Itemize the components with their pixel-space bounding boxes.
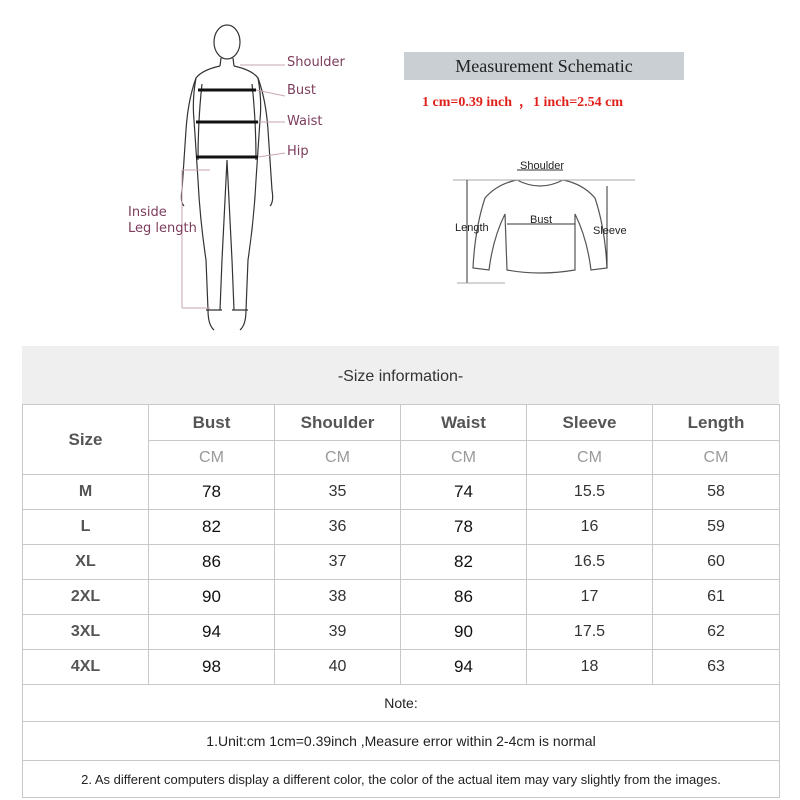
waist-value: 74 <box>401 475 527 510</box>
sleeve-value: 17.5 <box>527 615 653 650</box>
shirt-label-length: Length <box>455 222 489 234</box>
bust-value: 90 <box>149 580 275 615</box>
size-information-title: -Size information- <box>22 346 779 404</box>
size-grid <box>22 404 780 798</box>
shirt-label-sleeve: Sleeve <box>593 225 627 237</box>
length-value: 60 <box>653 545 780 580</box>
length-value: 61 <box>653 580 780 615</box>
size-table <box>22 346 779 798</box>
size-label: M <box>23 475 149 510</box>
unit-cell: CM <box>527 441 653 475</box>
note-unit: 1.Unit:cm 1cm=0.39inch ,Measure error within 2-4cm is normal <box>23 722 780 761</box>
sleeve-value: 16.5 <box>527 545 653 580</box>
col-header: Bust <box>149 405 275 441</box>
waist-value: 94 <box>401 650 527 685</box>
shoulder-value: 36 <box>275 510 401 545</box>
unit-cell: CM <box>149 441 275 475</box>
length-value: 62 <box>653 615 780 650</box>
label-leg-length: Leg length <box>128 221 197 236</box>
col-header: Sleeve <box>527 405 653 441</box>
shoulder-value: 35 <box>275 475 401 510</box>
shoulder-value: 38 <box>275 580 401 615</box>
label-bust: Bust <box>287 83 317 98</box>
note-color: 2. As different computers display a different color, the color of the actual item may vary slightly from the images. <box>23 761 780 798</box>
length-value: 58 <box>653 475 780 510</box>
size-label: 3XL <box>23 615 149 650</box>
bust-value: 86 <box>149 545 275 580</box>
schematic-title: Measurement Schematic <box>404 52 684 80</box>
label-hip: Hip <box>287 144 309 159</box>
sleeve-value: 15.5 <box>527 475 653 510</box>
label-waist: Waist <box>287 114 323 129</box>
bust-value: 98 <box>149 650 275 685</box>
sleeve-value: 18 <box>527 650 653 685</box>
table-row <box>23 475 780 510</box>
note-title: Note: <box>23 685 780 722</box>
bust-value: 94 <box>149 615 275 650</box>
shoulder-value: 37 <box>275 545 401 580</box>
waist-value: 78 <box>401 510 527 545</box>
unit-conversion: 1 cm=0.39 inch ，1 inch=2.54 cm <box>422 95 624 110</box>
table-row <box>23 650 780 685</box>
unit-cell: CM <box>401 441 527 475</box>
table-row <box>23 510 780 545</box>
shirt-label-bust: Bust <box>530 214 553 226</box>
bust-value: 82 <box>149 510 275 545</box>
waist-value: 90 <box>401 615 527 650</box>
length-value: 59 <box>653 510 780 545</box>
length-value: 63 <box>653 650 780 685</box>
size-label: 2XL <box>23 580 149 615</box>
waist-value: 82 <box>401 545 527 580</box>
waist-value: 86 <box>401 580 527 615</box>
size-label: XL <box>23 545 149 580</box>
table-row <box>23 615 780 650</box>
col-header: Shoulder <box>275 405 401 441</box>
col-header: Length <box>653 405 780 441</box>
size-label: L <box>23 510 149 545</box>
table-row <box>23 580 780 615</box>
shoulder-value: 39 <box>275 615 401 650</box>
sleeve-value: 17 <box>527 580 653 615</box>
table-row <box>23 545 780 580</box>
bust-value: 78 <box>149 475 275 510</box>
size-label: 4XL <box>23 650 149 685</box>
label-shoulder: Shoulder <box>287 55 345 70</box>
shoulder-value: 40 <box>275 650 401 685</box>
unit-cell: CM <box>653 441 780 475</box>
label-inside: Inside <box>128 205 167 220</box>
sleeve-value: 16 <box>527 510 653 545</box>
unit-cell: CM <box>275 441 401 475</box>
size-header: Size <box>23 405 149 475</box>
col-header: Waist <box>401 405 527 441</box>
shirt-label-shoulder: Shoulder <box>520 160 565 172</box>
